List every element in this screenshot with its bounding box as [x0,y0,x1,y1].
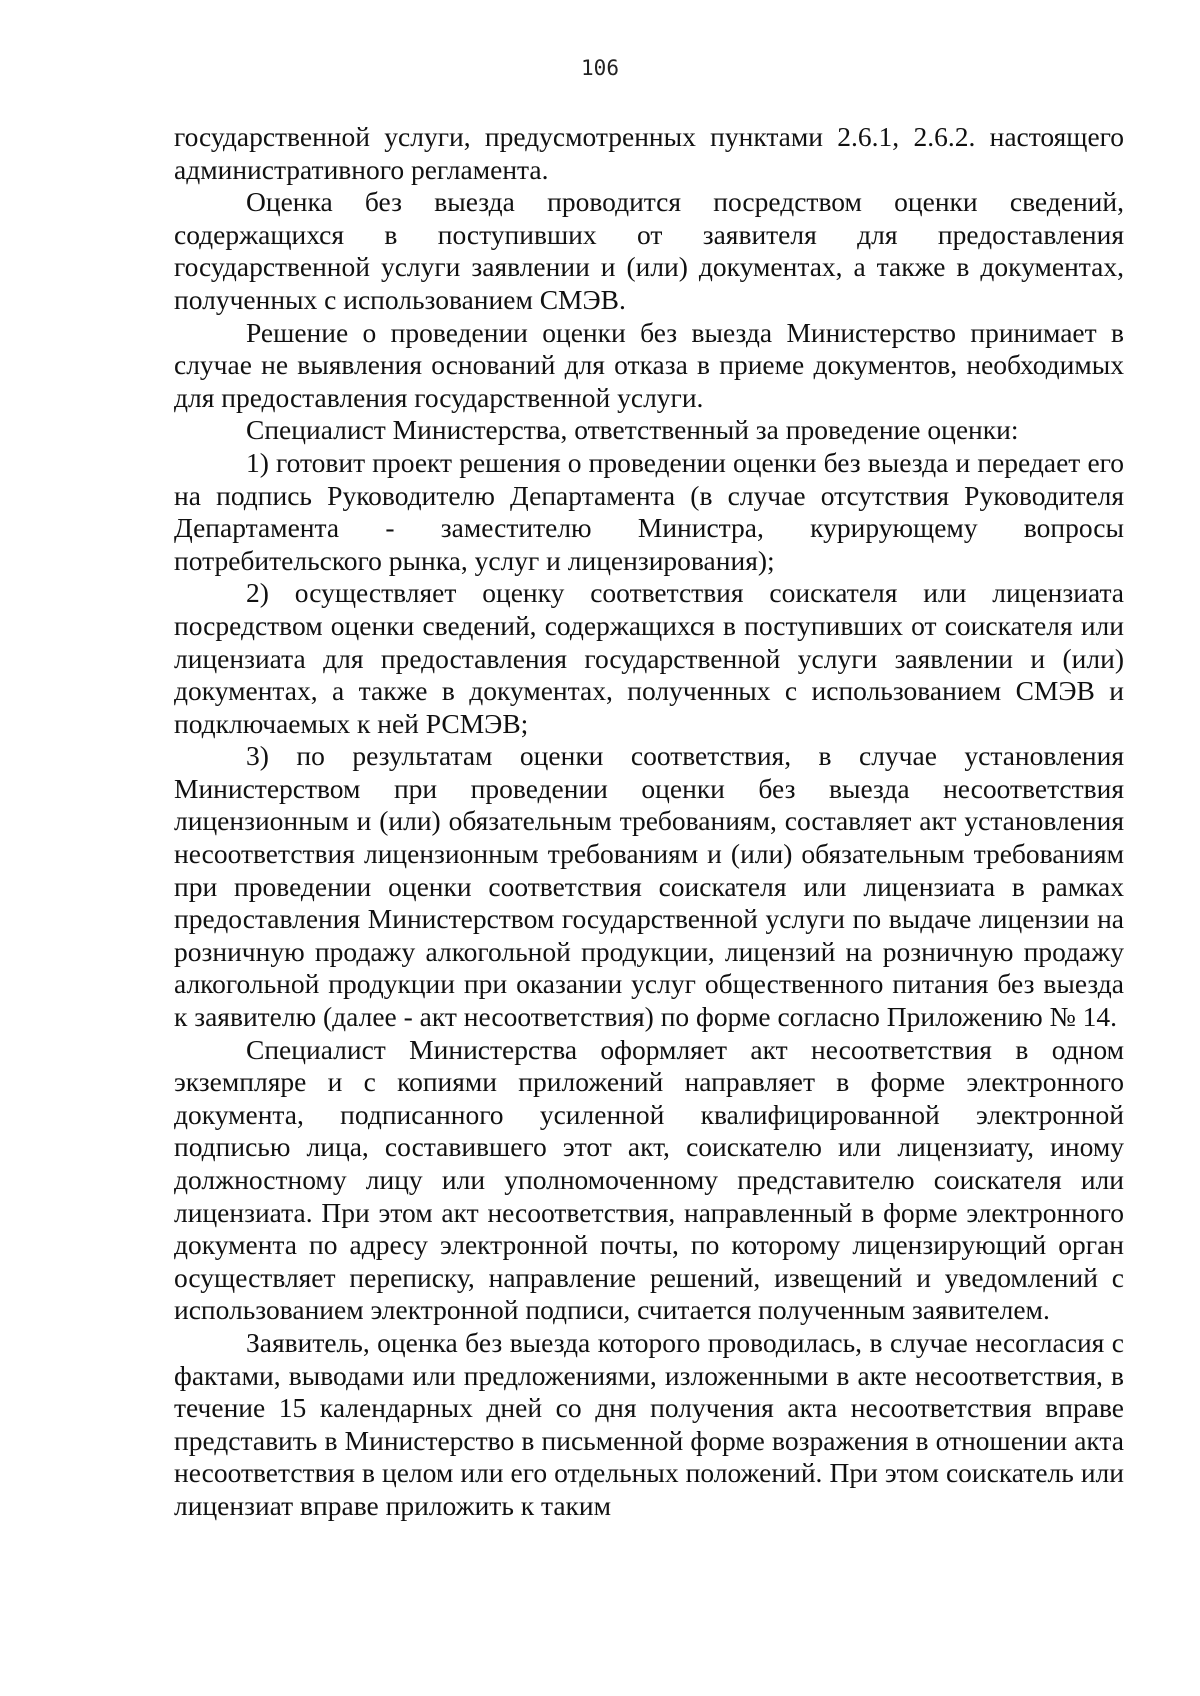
list-item-3: 3) по результатам оценки соответствия, в случае установления Министерством при проведении оценки без выезда несоответствия лицензионным и (или) обязательным требованиям, составляет акт установления несоответствия лицензионным требованиям и (или) обязательным требованиям при проведении оценки соответствия соискателя или лицензиата в рамках предоставления Министерством государственной услуги по выдаче лицензии на розничную продажу алкогольной продукции, лицензий на розничную продажу алкогольной продукции при оказании услуг общественного питания без выезда к заявителю (далее - акт несоответствия) по форме согласно Приложению № 14. [174,740,1124,1033]
paragraph: Заявитель, оценка без выезда которого проводилась, в случае несогласия с фактами, выводами или предложениями, изложенными в акте несоответствия, в течение 15 календарных дней со дня получения акта несоответствия вправе представить в Министерство в письменной форме возражения в отношении акта несоответствия в целом или его отдельных положений. При этом соискатель или лицензиат вправе приложить к таким [174,1326,1124,1521]
document-body [174,121,1124,1523]
paragraph-continuation: государственной услуги, предусмотренных пунктами 2.6.1, 2.6.2. настоящего административного регламента. [174,121,1124,185]
paragraph: Специалист Министерства, ответственный за проведение оценки: [246,414,1019,446]
paragraph: Специалист Министерства оформляет акт несоответствия в одном экземпляре и с копиями приложений направляет в форме электронного документа, подписанного усиленной квалифицированной электронной подписью лица, составившего этот акт, соискателю или лицензиату, иному должностному лицу или уполномоченному представителю соискателя или лицензиата. При этом акт несоответствия, направленный в форме электронного документа по адресу электронной почты, по которому лицензирующий орган осуществляет переписку, направление решений, извещений и уведомлений с использованием электронной подписи, считается полученным заявителем. [174,1033,1124,1326]
paragraph: Оценка без выезда проводится посредством оценки сведений, содержащихся в поступивших от заявителя для предоставления государственной услуги заявлении и (или) документах, а также в документах, полученных с использованием СМЭВ. [174,186,1124,315]
page-number: 106 [581,56,619,80]
list-item-2: 2) осуществляет оценку соответствия соискателя или лицензиата посредством оценки сведений, содержащихся в поступивших от соискателя или лицензиата для предоставления государственной услуги заявлении и (или) документах, а также в документах, полученных с использованием СМЭВ и подключаемых к ней РСМЭВ; [174,577,1124,739]
list-item-1: 1) готовит проект решения о проведении оценки без выезда и передает его на подпись Руководителю Департамента (в случае отсутствия Руководителя Департамента - заместителю Министра, курирующему вопросы потребительского рынка, услуг и лицензирования); [174,446,1124,576]
paragraph: Решение о проведении оценки без выезда Министерство принимает в случае не выявления оснований для отказа в приеме документов, необходимых для предоставления государственной услуги. [174,316,1124,413]
